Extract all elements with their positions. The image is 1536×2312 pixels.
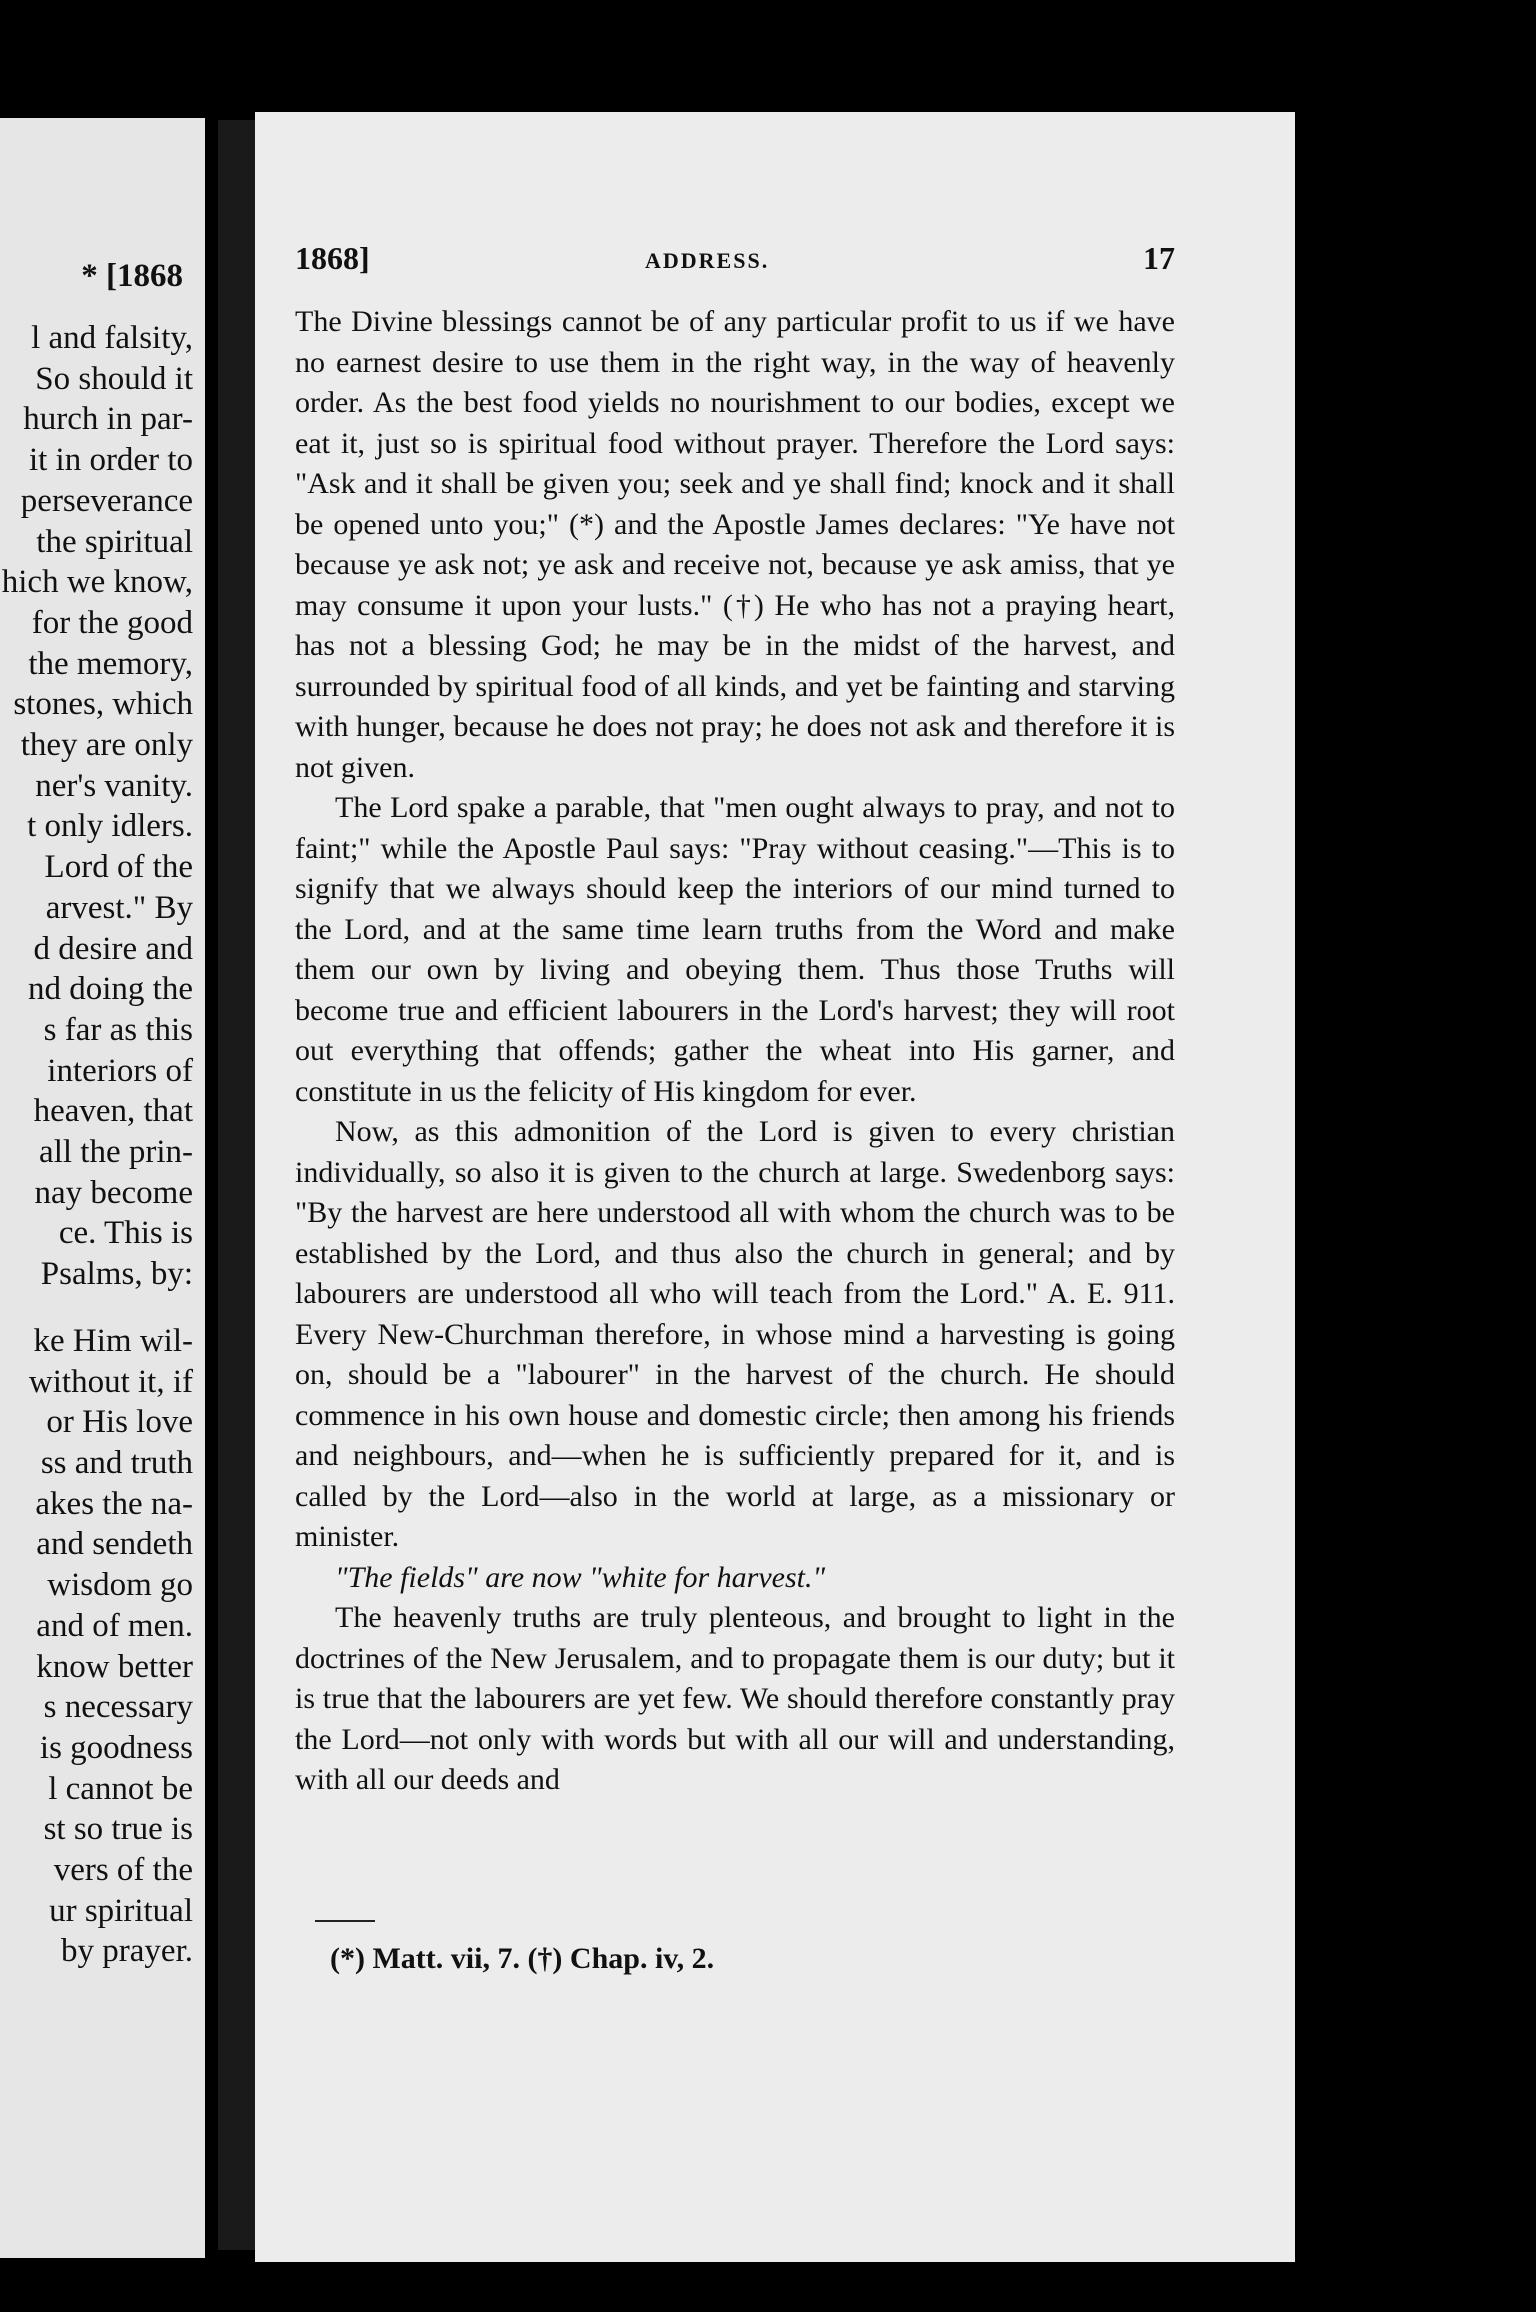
page-number: 17 [1143,240,1175,276]
page-binding-shadow [218,120,256,2250]
paragraph: "The fields" are now "white for harvest." [335,1560,826,1594]
left-page-line: is goodness [39,1729,193,1766]
left-page-line: hurch in par- [23,401,193,438]
paragraph: The Divine blessings cannot be of any particular profit to us if we have no earnest desire to use them in the right way, in the way of heavenly order. As the best food yields no nourishment to our bodies, except we eat it, just so is spiritual food without prayer. Therefore the Lord says: "Ask and it shall be given you; seek and ye shall find; knock and it shall be opened unto you;" (*) and the Apostle James declares: "Ye have not because ye ask not; ye ask and receive not, because ye ask amiss, that ye may consume it upon your lusts." (†) He who has not a praying heart, has not a blessing God; he may be in the midst of the harvest, and surrounded by spiritual food of all kinds, and yet be fainting and starving with hunger, because he does not pray; he does not ask and therefore it is not given. [295,305,1175,784]
left-page-line: l cannot be [48,1770,193,1807]
left-page-line: s far as this [43,1011,193,1048]
left-page-line: hich we know, [1,564,193,601]
left-page-line: nay become [34,1174,193,1211]
left-page-line: and of men. [36,1607,193,1644]
left-page-line: Psalms, by: [40,1256,193,1293]
left-page-line: akes the na- [35,1485,193,1522]
left-page-line: arvest." By [45,889,193,926]
left-page-line: they are only [20,727,193,764]
left-page-line: and sendeth [36,1526,193,1563]
left-page-line: l and falsity, [31,320,193,356]
header-title: ADDRESS. [645,248,770,273]
left-page-line: vers of the [53,1852,193,1889]
left-page-line: the spiritual [36,523,193,560]
left-page-header: * [1868 [81,258,183,294]
left-page-line: ur spiritual [49,1892,193,1929]
left-page-line: it in order to [28,442,193,479]
left-page-line: or His love [46,1404,193,1441]
left-page-line: ke Him wil- [33,1322,193,1359]
left-page-line: st so true is [43,1811,193,1848]
left-page-line: for the good [31,604,193,641]
left-page-line: wisdom go [47,1567,193,1604]
left-page-line: Lord of the [44,849,193,886]
right-page [255,112,1295,2262]
left-page-line: ce. This is [58,1215,193,1252]
left-page-line: all the prin- [39,1134,193,1171]
left-page-line: heaven, that [33,1093,193,1130]
header-year: 1868] [295,240,370,276]
left-page-line: ss and truth [40,1444,193,1481]
paragraph: The heavenly truths are truly plenteous, and brought to light in the doctrines of the New Jerusalem, and to propagate them is our duty; but it is true that the labourers are yet few. We should therefore constantly pray the Lord—not only with words but with all our will and understanding, with all our deeds and [295,1601,1175,1796]
left-page-line: perseverance [20,482,193,519]
left-page-lines [0,318,193,1972]
left-page-line: by prayer. [61,1933,193,1970]
left-page-line: know better [36,1648,193,1685]
paragraph: The Lord spake a parable, that "men ought always to pray, and not to faint;" while the Apostle Paul says: "Pray without ceasing."—This is to signify that we always should keep the interiors of our mind turned to the Lord, and at the same time learn truths from the Word and make them our own by living and obeying them. Thus those Truths will become true and efficient labourers in the Lord's harvest; they will root out everything that offends; gather the wheat into His garner, and constitute in us the felicity of His kingdom for ever. [295,791,1175,1108]
left-page-line: interiors of [47,1052,193,1089]
body-text [295,302,1175,1801]
left-page-line: ner's vanity. [35,767,193,804]
left-page-line: the memory, [28,645,193,682]
left-page-line: stones, which [13,686,193,723]
footnote: (*) Matt. vii, 7. (†) Chap. iv, 2. [330,1942,715,1975]
left-page-line: d desire and [33,930,193,967]
left-page-line: t only idlers. [27,808,193,845]
left-page-line: nd doing the [28,971,193,1008]
left-page-gap [0,1295,193,1321]
left-page-line: without it, if [28,1363,193,1400]
left-page-line: So should it [35,360,193,397]
left-page-fragment [0,118,205,2258]
paragraph: Now, as this admonition of the Lord is given to every christian individually, so also it is given to the church at large. Swedenborg says: "By the harvest are here understood all with whom the church was to be established by the Lord, and thus also the church in general; and by labourers are understood all who will teach from the Lord." A. E. 911. Every New-Churchman therefore, in whose mind a harvesting is going on, should be a "labourer" in the harvest of the church. He should commence in his own house and domestic circle; then among his friends and neighbours, and—when he is sufficiently prepared for it, and is called by the Lord—also in the world at large, as a missionary or minister. [295,1115,1175,1553]
footnote-rule [315,1920,375,1922]
running-header [295,240,1175,290]
left-page-line: s necessary [43,1689,193,1726]
